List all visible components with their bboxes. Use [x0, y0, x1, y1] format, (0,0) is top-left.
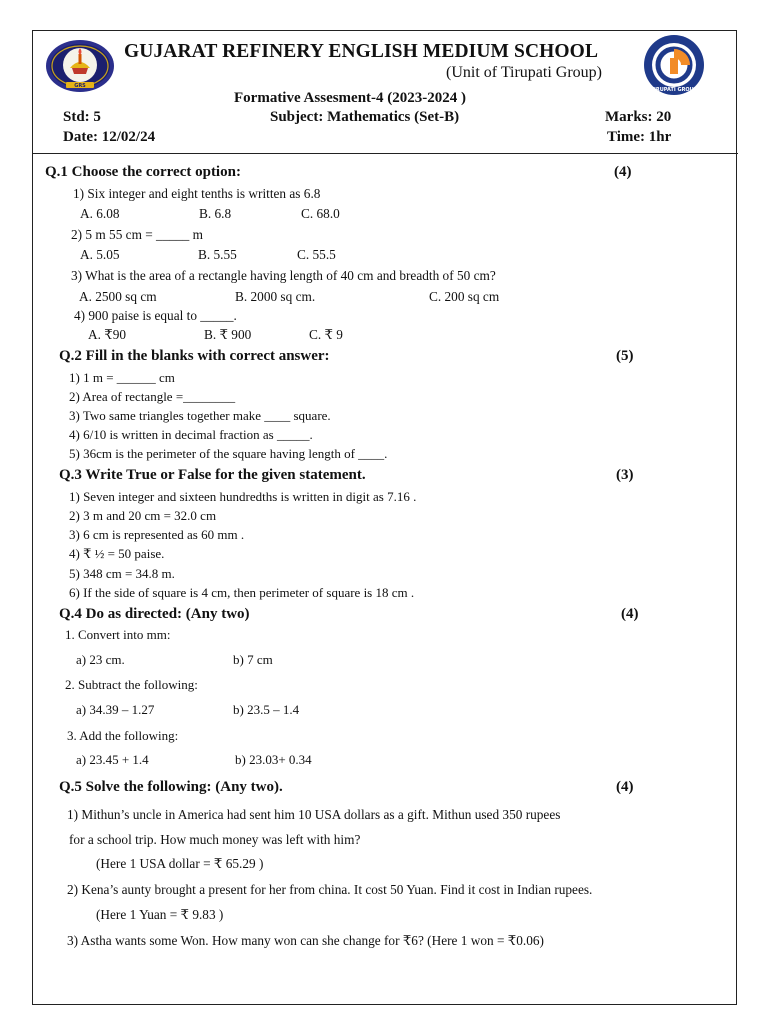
- q4-title: Q.4 Do as directed: (Any two): [59, 606, 250, 622]
- subject-label: Subject: Mathematics (Set-B): [270, 109, 460, 125]
- q1-item-3-option-b: B. 2000 sq cm.: [235, 289, 316, 304]
- q2-title: Q.2 Fill in the blanks with correct answer:: [59, 348, 330, 364]
- std-label: Std: 5: [63, 109, 101, 125]
- exam-time: Time: 1hr: [607, 129, 672, 145]
- q4-part-3-heading: 3. Add the following:: [67, 728, 179, 743]
- q5-title: Q.5 Solve the following: (Any two).: [59, 779, 283, 795]
- q5-line-6: 3) Astha wants some Won. How many won can she change for ₹6? (Here 1 won = ₹0.06): [67, 933, 544, 948]
- q5-line-5: (Here 1 Yuan = ₹ 9.83 ): [96, 907, 224, 922]
- q2-item-1: 1) 1 m = ______ cm: [69, 370, 175, 385]
- q3-item-6: 6) If the side of square is 4 cm, then perimeter of square is 18 cm .: [69, 585, 415, 600]
- q1-item-1-option-c: C. 68.0: [301, 206, 340, 221]
- q1-item-4: 4) 900 paise is equal to _____.: [74, 308, 237, 323]
- q5-line-2: for a school trip. How much money was left with him?: [69, 832, 361, 847]
- q3-title: Q.3 Write True or False for the given statement.: [59, 467, 366, 483]
- q1-item-2: 2) 5 m 55 cm = _____ m: [71, 227, 203, 242]
- school-logo-text: GRS: [74, 83, 86, 90]
- q1-item-1-option-a: A. 6.08: [80, 206, 120, 221]
- q1-item-4-option-a: A. ₹90: [88, 327, 127, 342]
- q4-part-2-a: a) 34.39 – 1.27: [76, 702, 155, 717]
- q3-item-5: 5) 348 cm = 34.8 m.: [69, 566, 175, 581]
- q3-item-4: 4) ₹ ½ = 50 paise.: [69, 546, 165, 561]
- q4-part-1-heading: 1. Convert into mm:: [65, 627, 171, 642]
- tirupati-group-logo-icon: [643, 34, 705, 96]
- q4-marks: (4): [621, 606, 639, 622]
- assessment-title: Formative Assesment-4 (2023-2024 ): [234, 90, 467, 106]
- q3-item-1: 1) Seven integer and sixteen hundredths is written in digit as 7.16 .: [69, 489, 417, 504]
- exam-date: Date: 12/02/24: [63, 129, 156, 145]
- q1-item-3-option-a: A. 2500 sq cm: [79, 289, 157, 304]
- q1-item-3: 3) What is the area of a rectangle having length of 40 cm and breadth of 50 cm?: [71, 268, 496, 283]
- q1-item-1: 1) Six integer and eight tenths is written as 6.8: [73, 186, 321, 201]
- q1-item-2-option-c: C. 55.5: [297, 247, 336, 262]
- q4-part-2-b: b) 23.5 – 1.4: [233, 702, 300, 717]
- q5-marks: (4): [616, 779, 634, 795]
- q4-part-3-b: b) 23.03+ 0.34: [235, 752, 312, 767]
- q5-line-3: (Here 1 USA dollar = ₹ 65.29 ): [96, 856, 264, 871]
- q2-item-2: 2) Area of rectangle =________: [69, 389, 236, 404]
- school-logo-icon: [44, 38, 116, 94]
- q2-item-5: 5) 36cm is the perimeter of the square having length of ____.: [69, 446, 388, 461]
- q1-item-3-option-c: C. 200 sq cm: [429, 289, 500, 304]
- q3-item-2: 2) 3 m and 20 cm = 32.0 cm: [69, 508, 217, 523]
- q2-marks: (5): [616, 348, 634, 364]
- total-marks: Marks: 20: [605, 109, 672, 125]
- q4-part-3-a: a) 23.45 + 1.4: [76, 752, 149, 767]
- q1-title: Q.1 Choose the correct option:: [45, 164, 241, 180]
- q2-item-3: 3) Two same triangles together make ____ square.: [69, 408, 331, 423]
- q4-part-2-heading: 2. Subtract the following:: [65, 677, 198, 692]
- q4-part-1-b: b) 7 cm: [233, 652, 273, 667]
- q2-item-4: 4) 6/10 is written in decimal fraction as _____.: [69, 427, 313, 442]
- q5-line-1: 1) Mithun’s uncle in America had sent him 10 USA dollars as a gift. Mithun used 350 rupees: [67, 807, 561, 822]
- tirupati-logo-text: TIRUPATI GROUP: [650, 87, 698, 93]
- q1-item-4-option-b: B. ₹ 900: [204, 327, 252, 342]
- q1-item-2-option-b: B. 5.55: [198, 247, 237, 262]
- q1-item-4-option-c: C. ₹ 9: [309, 327, 343, 342]
- header-divider: [32, 153, 738, 154]
- q1-marks: (4): [614, 164, 632, 180]
- school-unit: (Unit of Tirupati Group): [446, 64, 602, 81]
- school-name: GUJARAT REFINERY ENGLISH MEDIUM SCHOOL: [124, 41, 599, 62]
- q5-line-4: 2) Kena’s aunty brought a present for her from china. It cost 50 Yuan. Find it cost in Indian rupees.: [67, 882, 593, 897]
- q1-item-2-option-a: A. 5.05: [80, 247, 120, 262]
- q3-marks: (3): [616, 467, 634, 483]
- q3-item-3: 3) 6 cm is represented as 60 mm .: [69, 527, 245, 542]
- q1-item-1-option-b: B. 6.8: [199, 206, 232, 221]
- q4-part-1-a: a) 23 cm.: [76, 652, 125, 667]
